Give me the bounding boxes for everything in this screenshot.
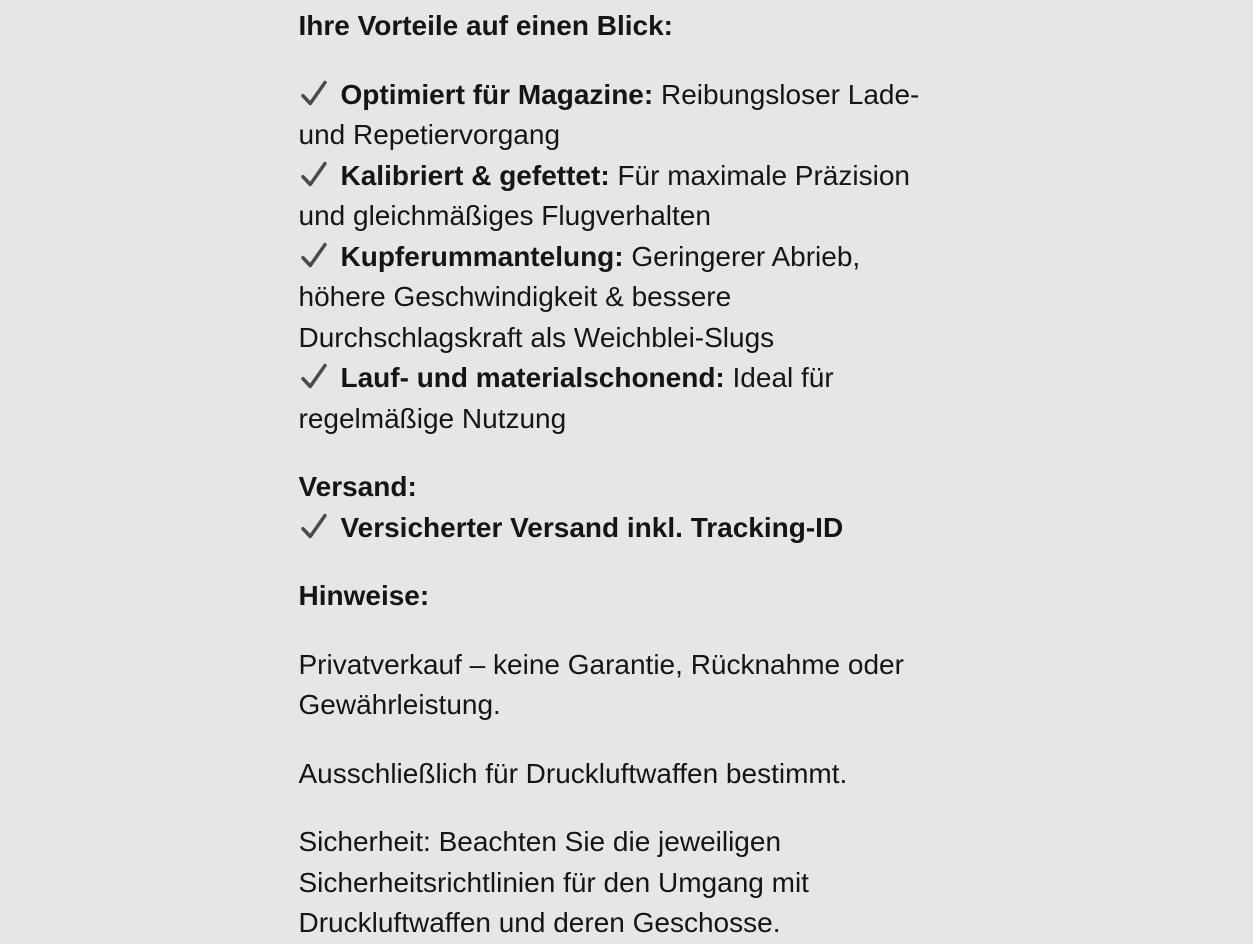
note-text-line: Privatverkauf – keine Garantie, Rücknahme oder [298,648,904,680]
benefits-list [299,75,955,440]
note-text-line: Gewährleistung. [298,689,501,720]
benefit-label: Lauf- und materialschonend: [340,362,725,393]
benefit-item-4 [299,358,955,399]
shipping-item-label: Versicherter Versand inkl. Tracking-ID [340,511,844,543]
check-icon [299,511,329,541]
benefit-item-2 [299,156,955,197]
benefit-text-line: und Repetiervorgang [298,119,561,150]
benefit-text: Reibungsloser Lade- [660,78,920,110]
benefit-text-line: höhere Geschwindigkeit & bessere [298,281,732,312]
benefit-text-line: Durchschlagskraft als Weichblei-Slugs [298,321,775,353]
benefit-text: Für maximale Präzision [617,159,910,191]
shipping-block [299,467,955,548]
benefit-label: Kalibriert & gefettet: [340,159,610,191]
benefit-text: Ideal für [732,362,834,393]
shipping-heading: Versand: [298,471,417,502]
note-text-line: Druckluftwaffen und deren Geschosse. [298,907,781,938]
note-paragraph-2 [299,754,955,795]
note-text-line: Sicherheitsrichtlinien für den Umgang mit [298,866,809,898]
benefit-text: Geringerer Abrieb, [631,240,861,272]
benefit-label: Kupferummantelung: [340,240,624,272]
benefit-item-1 [299,75,955,116]
check-icon [299,159,329,189]
benefit-text-line: regelmäßige Nutzung [298,402,567,434]
check-icon [299,240,329,270]
notes-heading: Hinweise: [298,580,430,611]
note-paragraph-1 [299,645,955,726]
product-description-section [299,0,955,944]
note-text-line: Ausschließlich für Druckluftwaffen bestimmt. [298,757,848,789]
note-text-line: Sicherheit: Beachten Sie die jeweiligen [298,826,782,857]
benefit-text-line: und gleichmäßiges Flugverhalten [298,200,711,231]
shipping-item [299,508,955,549]
benefit-label: Optimiert für Magazine: [340,78,654,110]
check-icon [299,361,329,391]
benefit-item-3 [299,237,955,278]
note-paragraph-3 [299,822,955,944]
benefits-heading: Ihre Vorteile auf einen Blick: [298,10,673,41]
check-icon [299,78,329,108]
